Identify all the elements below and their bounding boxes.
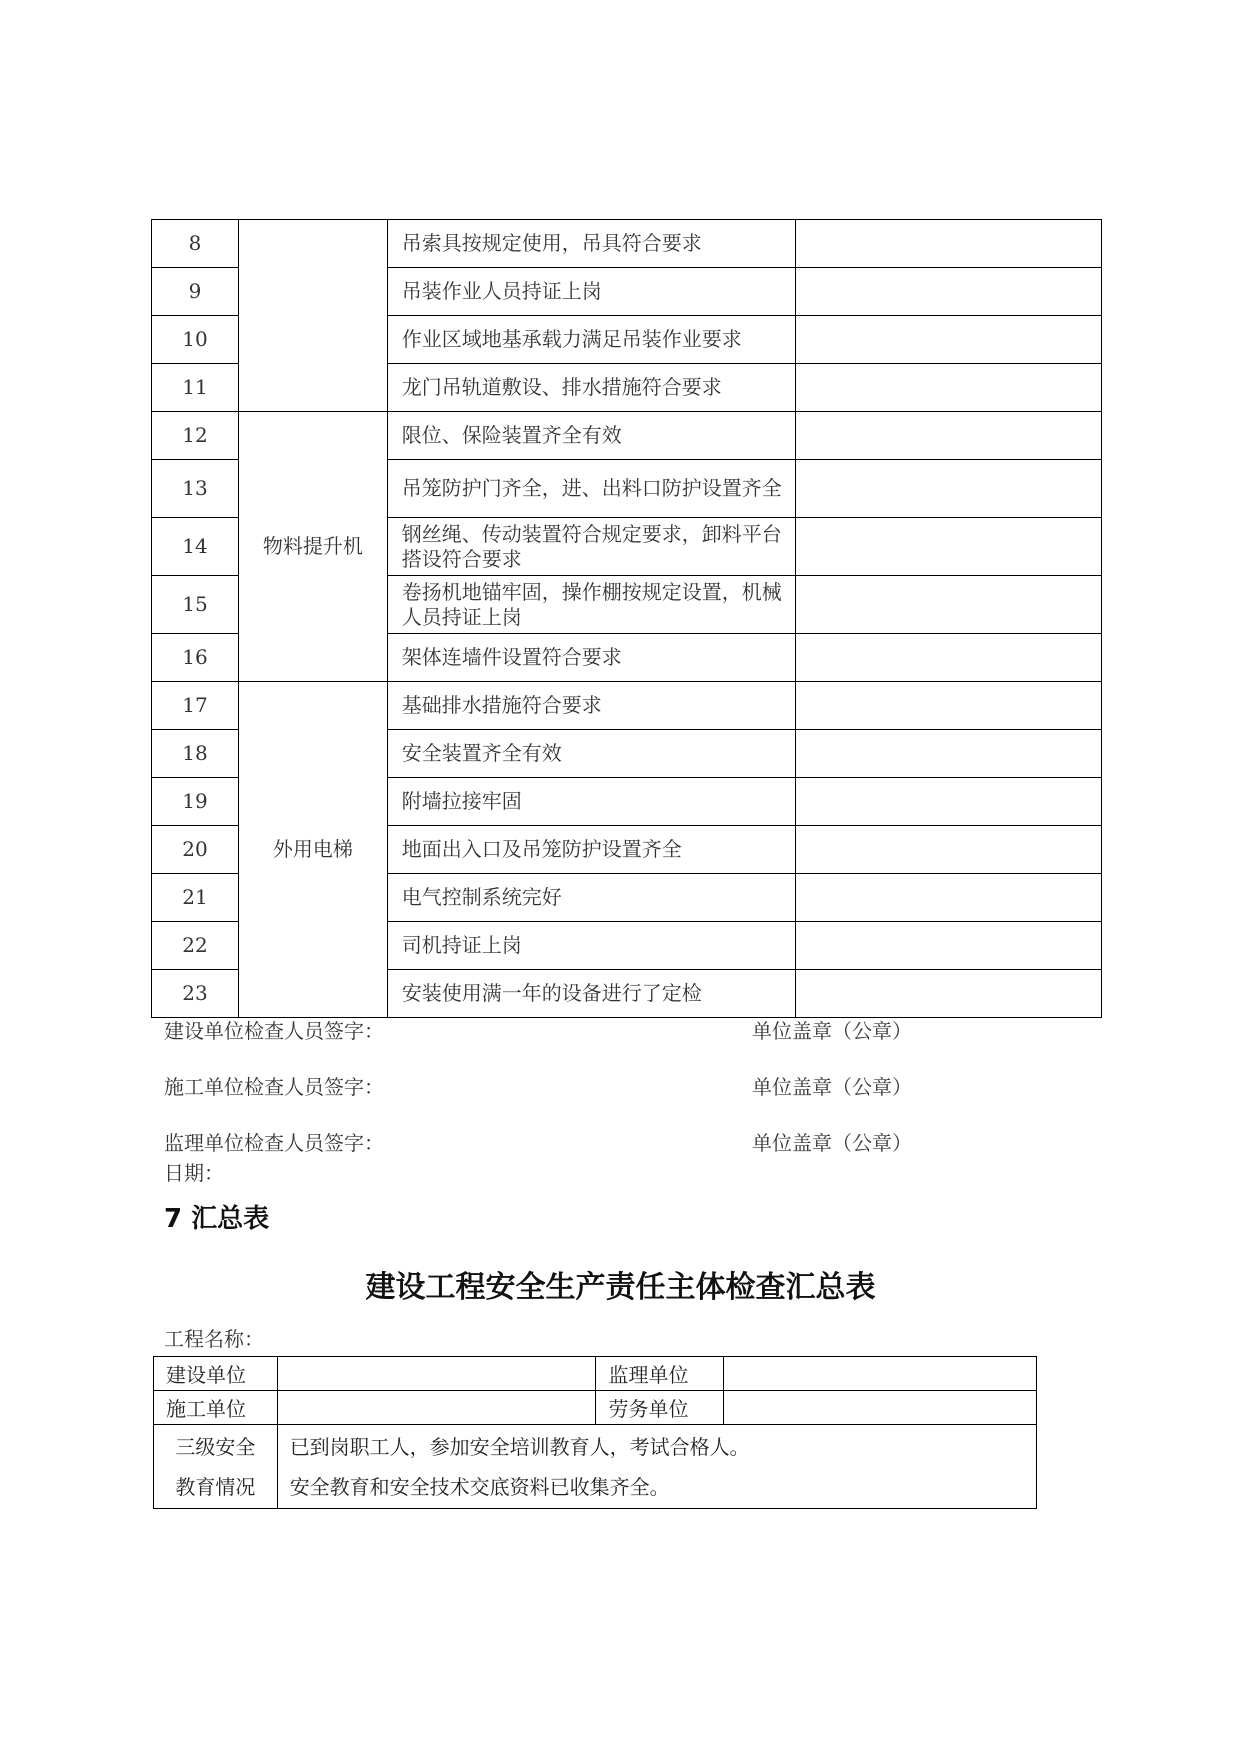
row-number: 12: [152, 412, 239, 460]
row-number: 8: [152, 220, 239, 268]
check-item: 钢丝绳、传动装置符合规定要求，卸料平台搭设符合要求: [387, 518, 796, 576]
result-cell[interactable]: [796, 316, 1102, 364]
check-item: 吊装作业人员持证上岗: [387, 268, 796, 316]
row-number: 19: [152, 778, 239, 826]
check-item: 吊索具按规定使用，吊具符合要求: [387, 220, 796, 268]
result-cell[interactable]: [796, 364, 1102, 412]
build-unit-label: 建设单位: [154, 1357, 278, 1391]
table-row: [154, 1357, 1037, 1391]
row-number: 20: [152, 826, 239, 874]
labor-unit-value[interactable]: [724, 1391, 1037, 1425]
result-cell[interactable]: [796, 412, 1102, 460]
category-external-elevator: 外用电梯: [238, 682, 387, 1018]
labor-unit-label: 劳务单位: [596, 1391, 724, 1425]
result-cell[interactable]: [796, 826, 1102, 874]
check-item: 龙门吊轨道敷设、排水措施符合要求: [387, 364, 796, 412]
check-item: 架体连墙件设置符合要求: [387, 634, 796, 682]
construction-unit-seal-label: 单位盖章（公章）: [752, 1075, 912, 1099]
result-cell[interactable]: [796, 778, 1102, 826]
check-item: 附墙拉接牢固: [387, 778, 796, 826]
row-number: 10: [152, 316, 239, 364]
row-number: 13: [152, 460, 239, 518]
build-unit-seal-label: 单位盖章（公章）: [752, 1019, 912, 1043]
result-cell[interactable]: [796, 634, 1102, 682]
row-number: 21: [152, 874, 239, 922]
build-unit-value[interactable]: [277, 1357, 596, 1391]
table-row: [152, 682, 1102, 730]
check-item: 基础排水措施符合要求: [387, 682, 796, 730]
safety-education-label-line2: 教育情况: [175, 1474, 256, 1499]
result-cell[interactable]: [796, 682, 1102, 730]
construction-unit-label: 施工单位: [154, 1391, 278, 1425]
row-number: 22: [152, 922, 239, 970]
result-cell[interactable]: [796, 576, 1102, 634]
supervision-unit-seal-label: 单位盖章（公章）: [752, 1131, 912, 1155]
check-item: 安装使用满一年的设备进行了定检: [387, 970, 796, 1018]
row-number: 14: [152, 518, 239, 576]
safety-education-label-line1: 三级安全: [175, 1434, 256, 1459]
check-item: 限位、保险装置齐全有效: [387, 412, 796, 460]
result-cell[interactable]: [796, 220, 1102, 268]
summary-table: [153, 1356, 1037, 1509]
result-cell[interactable]: [796, 460, 1102, 518]
check-item: 地面出入口及吊笼防护设置齐全: [387, 826, 796, 874]
safety-education-label: [154, 1425, 278, 1509]
row-number: 11: [152, 364, 239, 412]
result-cell[interactable]: [796, 730, 1102, 778]
table-row: [152, 220, 1102, 268]
document-title: 建设工程安全生产责任主体检查汇总表: [365, 1270, 876, 1305]
build-unit-signature-label: 建设单位检查人员签字：: [164, 1019, 384, 1043]
check-item: 吊笼防护门齐全，进、出料口防护设置齐全: [387, 460, 796, 518]
row-number: 16: [152, 634, 239, 682]
inspection-table: [151, 219, 1102, 1018]
section-heading: 7 汇总表: [164, 1204, 270, 1234]
construction-unit-value[interactable]: [277, 1391, 596, 1425]
safety-education-content: [277, 1425, 1036, 1509]
safety-education-text-line1: 已到岗职工人，参加安全培训教育人，考试合格人。: [289, 1434, 750, 1459]
row-number: 18: [152, 730, 239, 778]
check-item: 卷扬机地锚牢固，操作棚按规定设置，机械人员持证上岗: [387, 576, 796, 634]
table-row: [154, 1391, 1037, 1425]
supervision-unit-value[interactable]: [724, 1357, 1037, 1391]
check-item: 电气控制系统完好: [387, 874, 796, 922]
result-cell[interactable]: [796, 518, 1102, 576]
supervision-unit-signature-label: 监理单位检查人员签字：: [164, 1131, 384, 1155]
safety-education-text-line2: 安全教育和安全技术交底资料已收集齐全。: [289, 1474, 670, 1499]
table-row: [154, 1425, 1037, 1509]
result-cell[interactable]: [796, 970, 1102, 1018]
result-cell[interactable]: [796, 268, 1102, 316]
row-number: 17: [152, 682, 239, 730]
row-number: 9: [152, 268, 239, 316]
result-cell[interactable]: [796, 874, 1102, 922]
result-cell[interactable]: [796, 922, 1102, 970]
check-item: 安全装置齐全有效: [387, 730, 796, 778]
check-item: 作业区域地基承载力满足吊装作业要求: [387, 316, 796, 364]
supervision-unit-label: 监理单位: [596, 1357, 724, 1391]
construction-unit-signature-label: 施工单位检查人员签字：: [164, 1075, 384, 1099]
check-item: 司机持证上岗: [387, 922, 796, 970]
row-number: 15: [152, 576, 239, 634]
row-number: 23: [152, 970, 239, 1018]
category-cell: [238, 220, 387, 412]
category-material-hoist: 物料提升机: [238, 412, 387, 682]
project-name-label: 工程名称：: [164, 1327, 264, 1351]
date-label: 日期：: [164, 1161, 224, 1185]
table-row: [152, 412, 1102, 460]
